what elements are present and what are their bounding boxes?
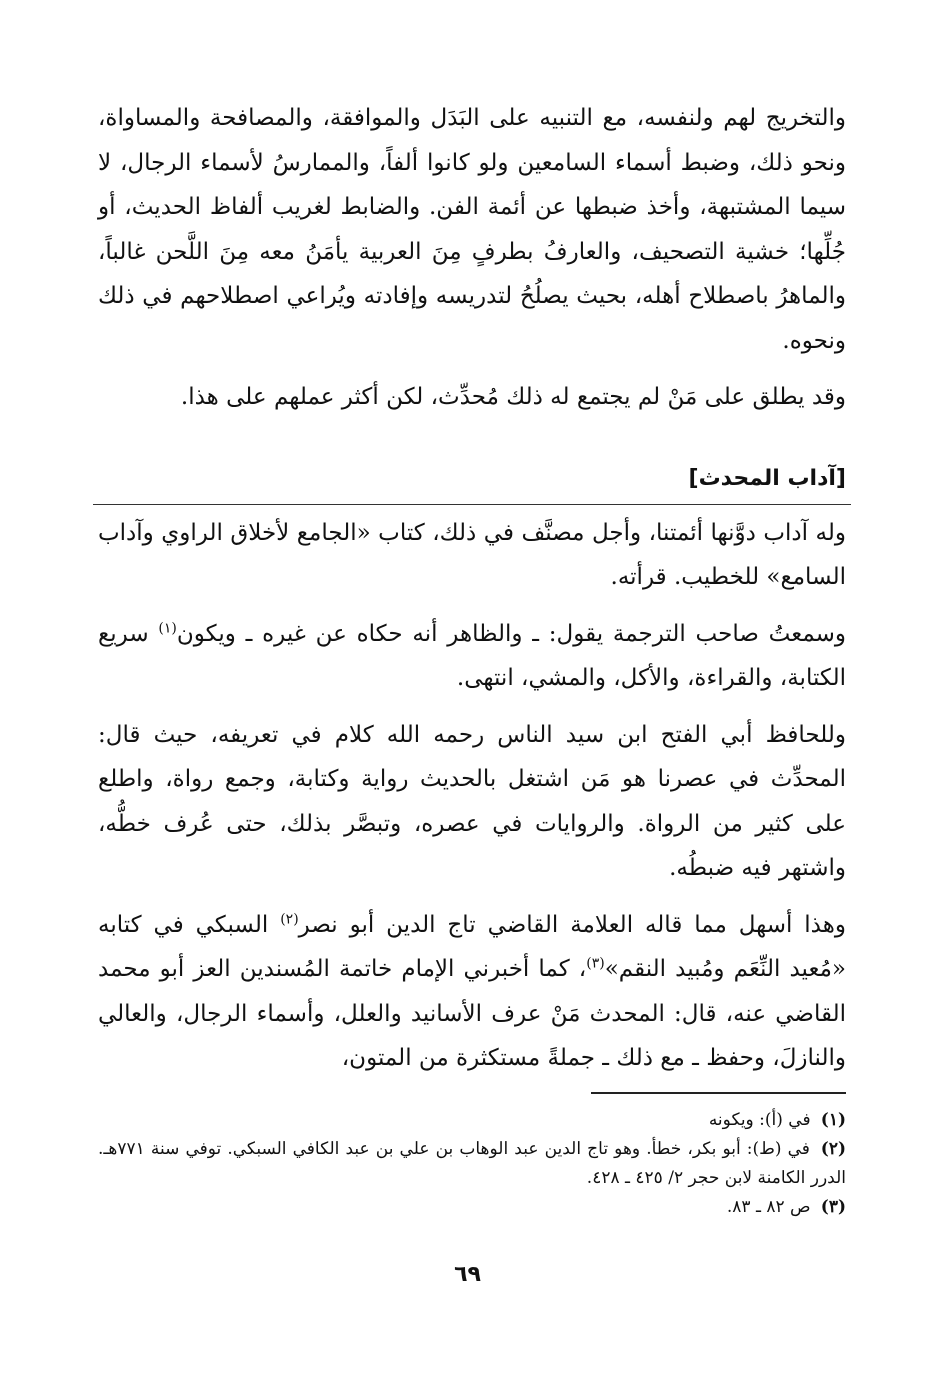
paragraph-4 xyxy=(98,612,846,701)
footnote-number: (١) xyxy=(820,1110,846,1130)
paragraph-6 xyxy=(98,903,846,1081)
paragraph-4-text-a: وسمعتُ صاحب الترجمة يقول: ـ والظاهر أنه حكاه عن غيره ـ ويكون xyxy=(176,620,846,647)
paragraph-6-text-c: ، كما أخبرني الإمام خاتمة المُسندين العز أبو محمد القاضي عنه، قال: المحدث مَنْ عرف الأسانيد والعلل، وأسماء الرجال، والعالي والنازلَ، وحفظ ـ مع ذلك ـ جملةً مستكثرة من المتون، xyxy=(98,956,846,1071)
footnote-ref-3[interactable]: (٣) xyxy=(586,955,605,972)
footnote-text: في (ط): أبو بكر، خطأ. وهو تاج الدين عبد الوهاب بن علي بن عبد الكافي السبكي. توفي سنة ٧٧١هـ. الدرر الكامنة لابن حجر ٢/ ٤٢٥ ـ ٤٢٨. xyxy=(98,1139,846,1188)
section-divider xyxy=(93,504,851,505)
footnote-ref-1[interactable]: (١) xyxy=(158,619,177,636)
main-text xyxy=(98,96,846,1081)
paragraph-6-text-b: السبكي في كتابه «مُعيد النِّعَم ومُبيد النقم» xyxy=(98,911,846,982)
footnote-text: ص ٨٢ ـ ٨٣. xyxy=(726,1197,811,1217)
footnote-1 xyxy=(98,1106,846,1135)
section-heading: [آداب المحدث] xyxy=(688,465,846,491)
footnote-text: في (أ): ويكونه xyxy=(708,1110,811,1130)
paragraph-3: وله آداب دوَّنها أئمتنا، وأجل مصنَّف في ذلك، كتاب «الجامع لأخلاق الراوي وآداب السامع» للخطيب. قرأته. xyxy=(98,519,846,590)
paragraph-2: وقد يطلق على مَنْ لم يجتمع له ذلك مُحدِّث، لكن أكثر عملهم على هذا. xyxy=(180,384,846,410)
paragraph-6-text-a: وهذا أسهل مما قاله العلامة القاضي تاج الدين أبو نصر xyxy=(298,911,846,938)
paragraph-4-text-b: سريع الكتابة، والقراءة، والأكل، والمشي، انتهى. xyxy=(98,620,846,691)
footnote-number: (٢) xyxy=(820,1139,846,1159)
page-number: ٦٩ xyxy=(454,1262,481,1287)
footnote-divider xyxy=(591,1092,846,1094)
footnotes xyxy=(98,1092,846,1222)
paragraph-5: وللحافظ أبي الفتح ابن سيد الناس رحمه الله كلام في تعريفه، حيث قال: المحدِّث في عصرنا هو مَن اشتغل بالحديث رواية وكتابة، وجمع رواة، واطلع على كثير من الرواة. والروايات في عصره، وتبصَّر بذلك، حتى عُرف خطُّه، واشتهر فيه ضبطُه. xyxy=(98,721,846,881)
footnote-3 xyxy=(98,1193,846,1222)
paragraph-1: والتخريج لهم ولنفسه، مع التنبيه على البَدَل والموافقة، والمصافحة والمساواة، ونحو ذلك، وضبط أسماء السامعين ولو كانوا ألفاً، والممارسُ لأسماء الرجال، لا سيما المشتبهة، وأخذ ضبطها عن أئمة الفن. والضابط لغريب ألفاظ الحديث، أو جُلِّها؛ خشية التصحيف، والعارفُ بطرفٍ مِنَ العربية يأمَنُ معه مِنَ اللَّحن غالباً، والماهرُ باصطلاح أهله، بحيث يصلُحُ لتدريسه وإفادته ويُراعي اصطلاحهم في ذلك ونحوه. xyxy=(98,105,846,354)
footnote-2 xyxy=(98,1135,846,1193)
footnote-ref-2[interactable]: (٢) xyxy=(280,910,299,927)
footnote-number: (٣) xyxy=(820,1197,846,1217)
